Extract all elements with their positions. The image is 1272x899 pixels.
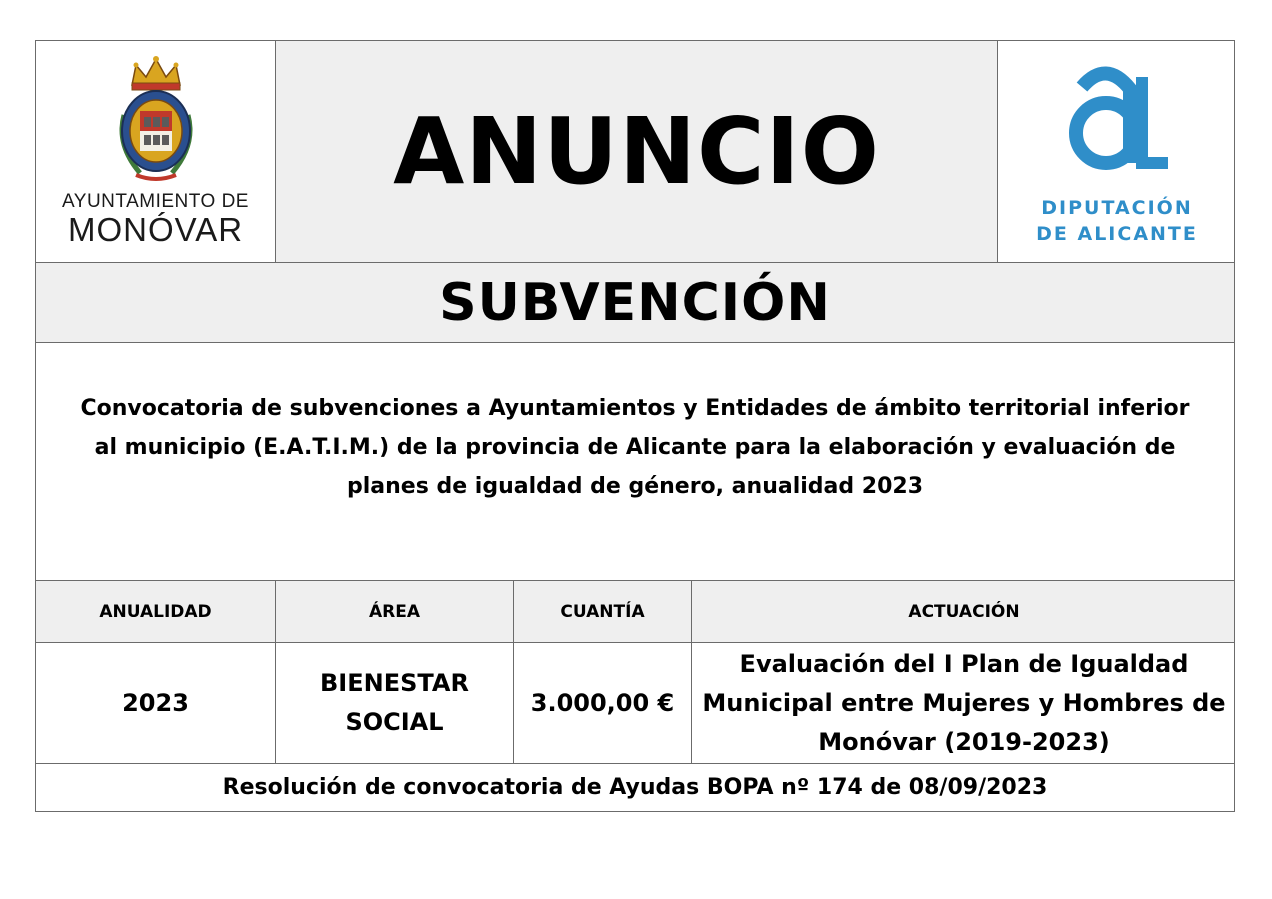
description-text: Convocatoria de subvenciones a Ayuntamientos y Entidades de ámbito territorial inferior al municipio (E.A.T.I.M.) de la provincia de Alicante para la elaboración y evaluación de planes de igualdad de género, anualidad 2023	[80, 396, 1190, 499]
table-row	[36, 643, 1234, 764]
td-area	[276, 643, 514, 763]
diputacion-line2: DE ALICANTE	[1036, 223, 1198, 245]
th-actuacion	[692, 581, 1236, 642]
td-actuacion-value: Evaluación del I Plan de Igualdad Municipal entre Mujeres y Hombres de Monóvar (2019-2023)	[702, 649, 1226, 756]
th-actuacion-label: ACTUACIÓN	[908, 601, 1020, 622]
th-anualidad	[36, 581, 276, 642]
td-area-value: BIENESTAR SOCIAL	[320, 669, 469, 736]
header-row	[36, 41, 1234, 263]
table-header-row	[36, 581, 1234, 643]
td-anualidad-value: 2023	[122, 688, 189, 717]
ayuntamiento-line2: MONÓVAR	[67, 211, 244, 248]
subtitle-row	[36, 263, 1234, 343]
subtitle-cell	[36, 263, 1234, 342]
monovar-logo	[36, 41, 276, 262]
description-row	[36, 343, 1234, 581]
td-anualidad	[36, 643, 276, 763]
title-cell	[276, 41, 998, 262]
subtitle: SUBVENCIÓN	[439, 272, 831, 333]
th-area	[276, 581, 514, 642]
diputacion-logo	[998, 41, 1236, 262]
th-area-label: ÁREA	[368, 601, 421, 622]
td-cuantia	[514, 643, 692, 763]
diputacion-al-icon	[1062, 59, 1172, 177]
page-title: ANUNCIO	[393, 98, 880, 205]
coat-of-arms-icon	[110, 55, 202, 185]
th-cuantia	[514, 581, 692, 642]
td-cuantia-value: 3.000,00 €	[530, 688, 675, 717]
footer-cell	[36, 764, 1234, 811]
diputacion-line1: DIPUTACIÓN	[1041, 197, 1193, 219]
th-anualidad-label: ANUALIDAD	[99, 601, 212, 622]
announcement-document	[35, 40, 1235, 812]
resolution-text: Resolución de convocatoria de Ayudas BOPA nº 174 de 08/09/2023	[222, 775, 1048, 800]
th-cuantia-label: CUANTÍA	[560, 601, 645, 622]
ayuntamiento-line1: AYUNTAMIENTO DE	[62, 191, 249, 212]
footer-row	[36, 764, 1234, 811]
td-actuacion	[692, 643, 1236, 763]
